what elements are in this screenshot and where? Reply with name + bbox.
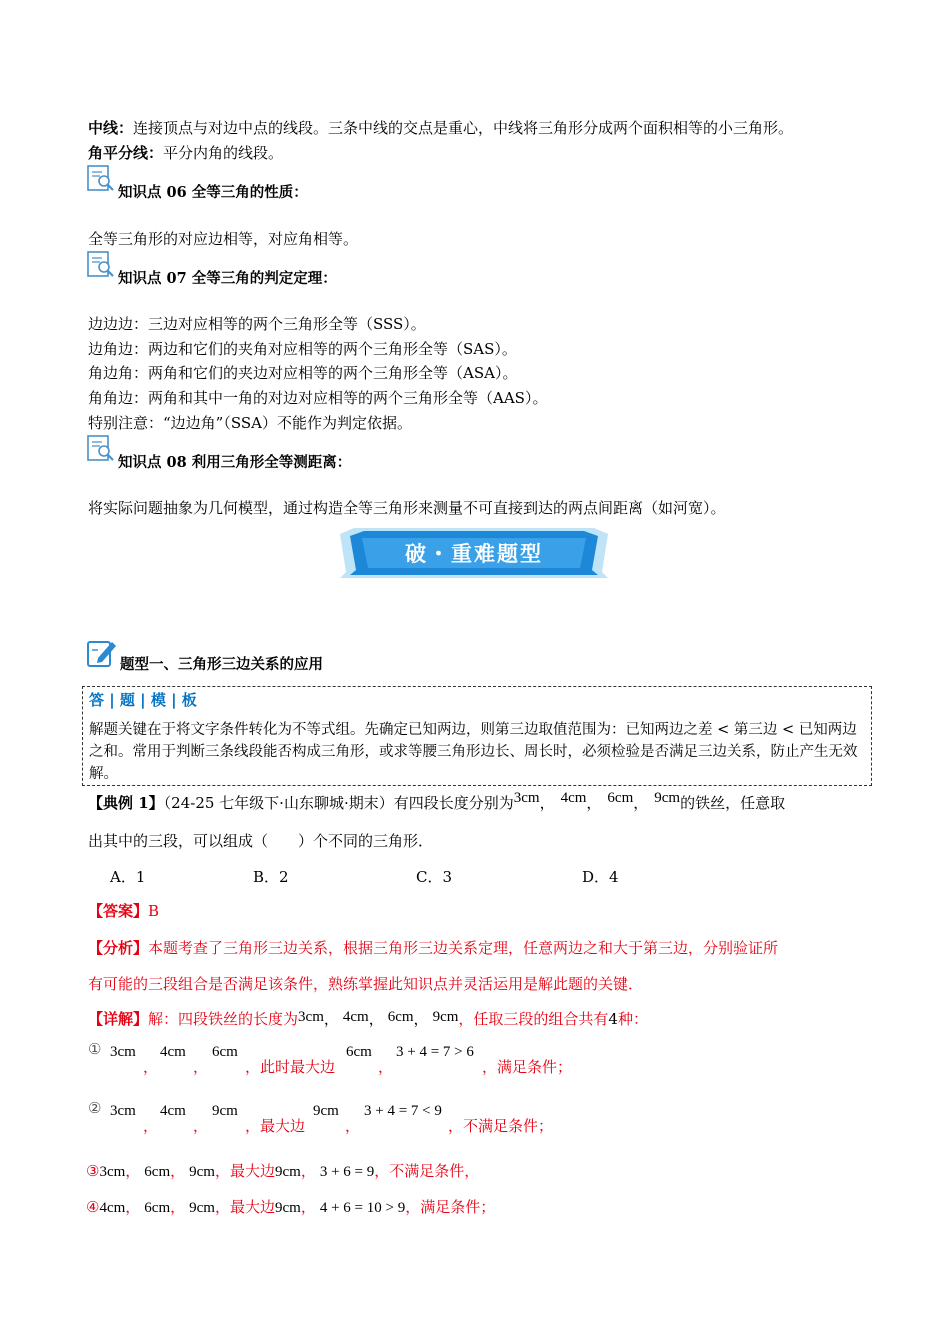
detail-len-2: 4cm [342,1009,369,1025]
example-line-2: 出其中的三段，可以组成（ ）个不同的三角形． [88,832,434,850]
kp06-title: 知识点 06 全等三角的性质： [118,184,308,201]
example-m3: 6cm [607,790,634,806]
kp07-line: 角边角：两角和它们的夹边对应相等的两个三角形全等（ASA）。 [88,364,518,382]
detail-intro-c: 种： [617,1010,648,1028]
answer-template-box [82,686,872,786]
analysis-line-2: 有可能的三段组合是否满足该条件，熟练掌握此知识点并灵活运用是解此题的关键． [88,975,644,993]
kp08-title: 知识点 08 利用三角形全等测距离： [118,454,352,471]
median-line [88,117,793,138]
case-equation: 3 + 4 = 7 < 9 [364,1103,442,1119]
case-result: 满足条件； [420,1198,496,1216]
analysis-text-1: 本题考查了三角形三边关系，根据三角形三边关系定理，任意两边之和大于第三边，分别验证所 [148,939,779,957]
knowledge-point-icon [86,434,116,462]
analysis-label: 【分析】 [88,939,149,957]
answer-value: B [148,902,160,920]
answer-line [88,900,159,921]
template-title: 答 | 题 | 模 | 板 [89,691,197,709]
example-m4: 9cm [654,790,681,806]
option-a: A．1 [110,868,146,886]
case-side-c: 9cm [212,1103,238,1119]
case-equation: 3 + 6 = 9 [319,1164,375,1180]
case-side-b: 4cm [160,1044,186,1060]
case-max-label: 最大边 [229,1198,275,1216]
example-line-1: 【典例 1】（24-25 七年级下·山东聊城·期末）有四段长度分别为3cm， 4cm， 6cm， 9cm的铁丝，任意取 [88,790,786,812]
bisector-label: 角平分线： [88,144,164,162]
case-mark: ② [88,1099,102,1117]
case-side-a: 3cm [110,1103,136,1119]
kp07-line: 边边边：三边对应相等的两个三角形全等（SSS）。 [88,315,426,333]
case-max: 9cm [275,1200,301,1216]
case-equation: 3 + 4 = 7 > 6 [396,1044,474,1060]
example-prefix: 【典例 1】 [88,794,164,812]
detail-intro-count: 4 [608,1010,618,1028]
option-b: B．2 [253,868,289,886]
case-row: ④4cm， 6cm， 9cm，最大边9cm， 4 + 6 = 10 > 9，满足条件； [86,1198,496,1216]
case-side-c: 9cm [189,1200,215,1216]
example-suffix: 的铁丝，任意取 [680,794,786,812]
detail-label: 【详解】 [88,1010,149,1028]
kp07-title: 知识点 07 全等三角的判定定理： [118,270,337,287]
kp07-line: 边角边：两边和它们的夹角对应相等的两个三角形全等（SAS）。 [88,340,517,358]
case-result: 不满足条件， [389,1162,480,1180]
answer-label: 【答案】 [88,902,149,920]
kp07-line: 特别注意：“边边角”（SSA）不能作为判定依据。 [88,414,412,432]
case-result: 不满足条件； [463,1117,554,1135]
option-c: C．3 [416,868,453,886]
case-row: ③3cm， 6cm， 9cm，最大边9cm， 3 + 6 = 9，不满足条件， [86,1162,480,1180]
kp07-line: 角角边：两角和其中一角的对边对应相等的两个三角形全等（AAS）。 [88,389,548,407]
detail-intro-a: 解：四段铁丝的长度为 [148,1010,299,1028]
case-mark: ③ [86,1162,100,1180]
case-side-c: 6cm [212,1044,238,1060]
example-m2: 4cm [560,790,587,806]
case-side-c: 9cm [189,1164,215,1180]
case-side-b: 6cm [144,1200,171,1216]
case-mark: ① [88,1040,102,1058]
case-max: 9cm [313,1103,339,1119]
kp08-body: 将实际问题抽象为几何模型，通过构造全等三角形来测量不可直接到达的两点间距离（如河宽）。 [88,499,726,517]
case-max-label: 最大边 [260,1117,306,1135]
example-m1: 3cm [513,790,540,806]
detail-intro-b: ，任取三段的组合共有 [458,1010,609,1028]
case-side-a: 3cm [99,1164,126,1180]
detail-len-3: 6cm [387,1009,414,1025]
knowledge-point-icon [86,250,116,278]
section-title: 题型一、三角形三边关系的应用 [120,656,323,673]
template-text: 解题关键在于将文字条件转化为不等式组。先确定已知两边，则第三边取值范围为：已知两边之差 < 第三边 < 已知两边之和。常用于判断三条线段能否构成三角形，或求等腰三角形边长、周长时，必须检验是否满足三边关系，防止产生无效解。 [89,722,858,782]
knowledge-point-icon [86,164,116,192]
detail-len-1: 3cm [298,1009,324,1025]
case-result: 满足条件； [497,1058,573,1076]
banner-text: 破・重难题型 [405,542,543,566]
case-max-label: 最大边 [229,1162,275,1180]
case-side-a: 4cm [99,1200,126,1216]
pencil-note-icon [86,638,118,668]
median-text: 连接顶点与对边中点的线段。三条中线的交点是重心，中线将三角形分成两个面积相等的小三角形。 [133,119,794,137]
case-equation: 4 + 6 = 10 > 9 [319,1200,406,1216]
detail-len-4: 9cm [432,1009,459,1025]
case-max: 6cm [346,1044,372,1060]
bisector-line [88,142,283,163]
option-d: D．4 [582,868,619,886]
case-mark: ④ [86,1198,100,1216]
median-label: 中线： [88,119,134,137]
case-max-label: 此时最大边 [260,1058,336,1076]
detail-intro: 【详解】解：四段铁丝的长度为3cm， 4cm， 6cm， 9cm，任取三段的组合共有4种： [88,1009,648,1028]
case-side-b: 6cm [144,1164,171,1180]
case-side-b: 4cm [160,1103,186,1119]
analysis-line-1 [88,937,778,958]
case-max: 9cm [275,1164,301,1180]
bisector-text: 平分内角的线段。 [163,144,284,162]
case-side-a: 3cm [110,1044,136,1060]
example-source: （24-25 七年级下·山东聊城·期末）有四段长度分别为 [163,794,514,812]
kp06-body: 全等三角形的对应边相等，对应角相等。 [88,230,359,248]
section-banner [340,528,608,578]
